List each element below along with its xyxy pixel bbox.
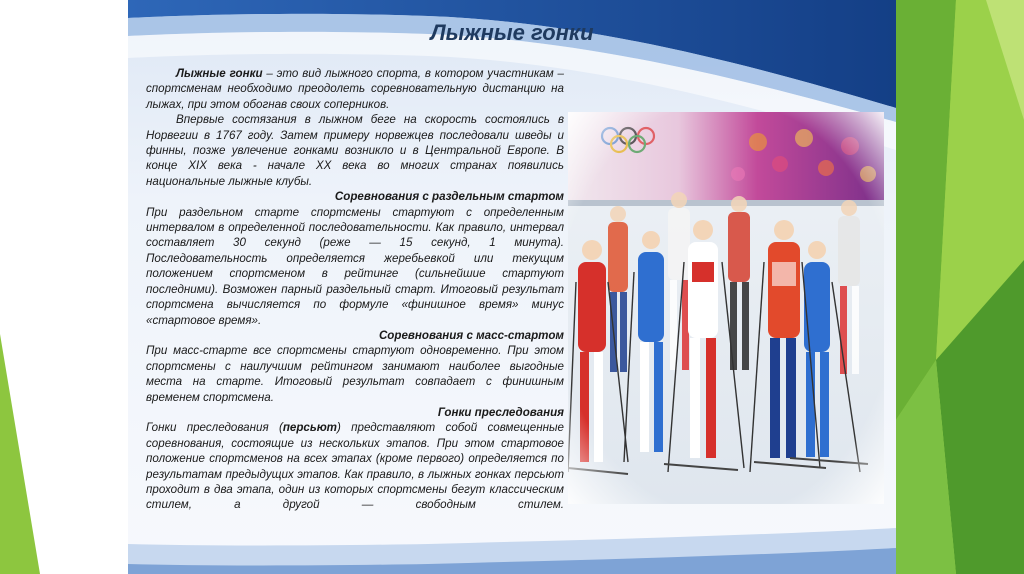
pursuit-text-after: ) представляют собой совмещенные соревнования, состоящие из нескольких этапов. При этом стартовое положение спортсменов на всех этапах (кроме первого) определяется по результатам предыдущих этапов. Как правило, в лыжных гонках персьют проходит в два этапа, один из которых спортсмены бегут классическим стилем, а другой — свободным стилем. bbox=[146, 421, 564, 512]
section-text-pursuit bbox=[146, 420, 564, 512]
history-paragraph: Впервые состязания в лыжном беге на скорость состоялись в Норвегии в 1767 году. Затем примеру норвежцев последовали шведы и финны, позже увлечение гонками возникло и в Центральной Европе. В конце XIX века - начале XX века во многих странах появились национальные лыжные клубы. bbox=[146, 113, 564, 188]
right-decoration bbox=[896, 0, 1024, 574]
pursuit-text-before: Гонки преследования ( bbox=[146, 421, 283, 435]
section-heading-separate-start: Соревнования с раздельным стартом bbox=[334, 190, 564, 204]
section-text-separate-start: При раздельном старте спортсмены стартуют с определенным интервалом в определенной последовательности. Как правило, интервал составляет 30 секунд (реже — 15 секунд, 1 минута). Последовательность определяется жеребьевкой или текущим положением спортсменом в рейтинге (сильнейшие стартуют последними). Возможен парный раздельный старт. Итоговый результат спортсмена вычисляется по формуле «финишное время» минус «стартовое время». bbox=[146, 205, 564, 327]
cross-country-skiers-photo bbox=[568, 112, 884, 504]
intro-text: – это вид лыжного спорта, в котором участникам – спортсменам необходимо преодолеть соревновательную дистанцию на лыжах, при этом обогнав своих соперников. bbox=[146, 67, 564, 111]
pursuit-bold-word: персьют bbox=[282, 421, 337, 435]
slide-title: Лыжные гонки bbox=[430, 20, 594, 45]
left-decoration bbox=[0, 0, 128, 574]
intro-term: Лыжные гонки bbox=[176, 67, 263, 80]
intro-paragraph bbox=[146, 66, 564, 112]
section-heading-pursuit: Гонки преследования bbox=[437, 405, 564, 419]
section-text-mass-start: При масс-старте все спортсмены стартуют одновременно. При этом спортсмены с наилучшим рейтингом занимают наиболее выгодные места на старте. Итоговый результат совпадает с финишным временем спортсмена. bbox=[146, 344, 564, 404]
section-heading-mass-start: Соревнования с масс-стартом bbox=[378, 328, 564, 342]
left-green-triangle bbox=[0, 334, 40, 574]
body-text bbox=[146, 66, 564, 513]
slide bbox=[128, 0, 896, 574]
